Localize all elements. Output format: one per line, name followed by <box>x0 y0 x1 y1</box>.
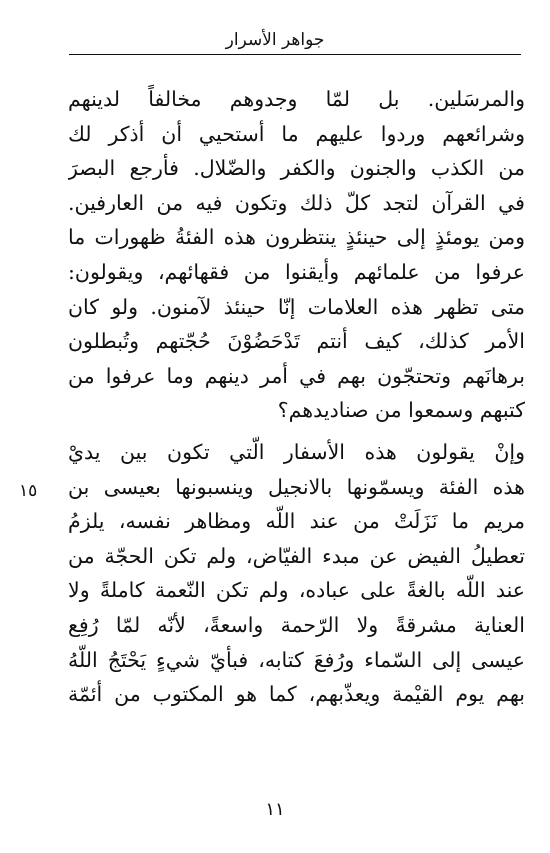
text-line: متى تظهر هذه العلامات إنّا حينئذ لآمنون. ولو كان <box>68 294 525 319</box>
text-line: مريم ما نَزَلَتْ من عند اللّه ومظاهر نفسه، يلزمُ <box>68 509 525 534</box>
text-line: كتبهم وسمعوا من صناديدهم؟ <box>277 398 525 423</box>
text-line: العناية مشرقةً ولا الرّحمة واسعةً، لأنّه لمّا رُفِع <box>68 612 525 637</box>
text-line: والمرسَلين. بل لمّا وجدوهم مخالفاً لدينهم <box>68 87 525 111</box>
text-line: من الكذب والجنون والكفر والضّلال. فأرجع البصرَ <box>68 156 525 181</box>
text-line: وشرائعهم وردوا عليهم ما أستحيي أن أذكر لك <box>68 121 525 146</box>
text-line: وإنْ يقولون هذه الأسفار الّتي تكون بين يديْ <box>68 439 525 464</box>
text-line: تعطيلُ الفيض عن مبدء الفيّاض، ولم تكن الحجّة من <box>68 543 525 568</box>
text-line: عرفوا من علمائهم وأيقنوا من فقهائهم، ويقولون: <box>68 259 525 284</box>
running-header: جواهر الأسرار <box>225 30 325 50</box>
text-line: هذه الفئة ويسمّونها بالانجيل وينسبونها بعيسى بن <box>68 474 525 499</box>
text-line: برهانَهم وتحتجّون بهم في أمر دينهم وما عرفوا من <box>68 363 525 388</box>
text-body <box>68 82 525 712</box>
text-line: ومن يومئذٍ إلى حينئذٍ ينتظرون هذه الفئةُ ظهورات ما <box>68 225 525 250</box>
page-number: ١١ <box>265 799 285 820</box>
text-line: عند اللّه بالغةً على عباده، ولم تكن النّعمة كاملةً ولا <box>68 578 525 603</box>
text-line: عيسى إلى السّماء ورُفعَ كتابه، فبأيّ شيءٍ يَحْتَجُ اللّهُ <box>68 647 525 672</box>
text-line: بهم يوم القيْمة ويعذّبهم، كما هو المكتوب من أئمّة <box>68 682 525 707</box>
margin-line-number: ١٥ <box>19 481 38 501</box>
text-line: الأمر كذلك، كيف أنتم تَدْحَضُوْنَ حُجّتهم وتُبطلون <box>68 329 525 354</box>
text-line: في القرآن لتجد كلّ ذلك وتكون فيه من العارفين. <box>68 190 525 215</box>
header-rule <box>69 54 521 55</box>
